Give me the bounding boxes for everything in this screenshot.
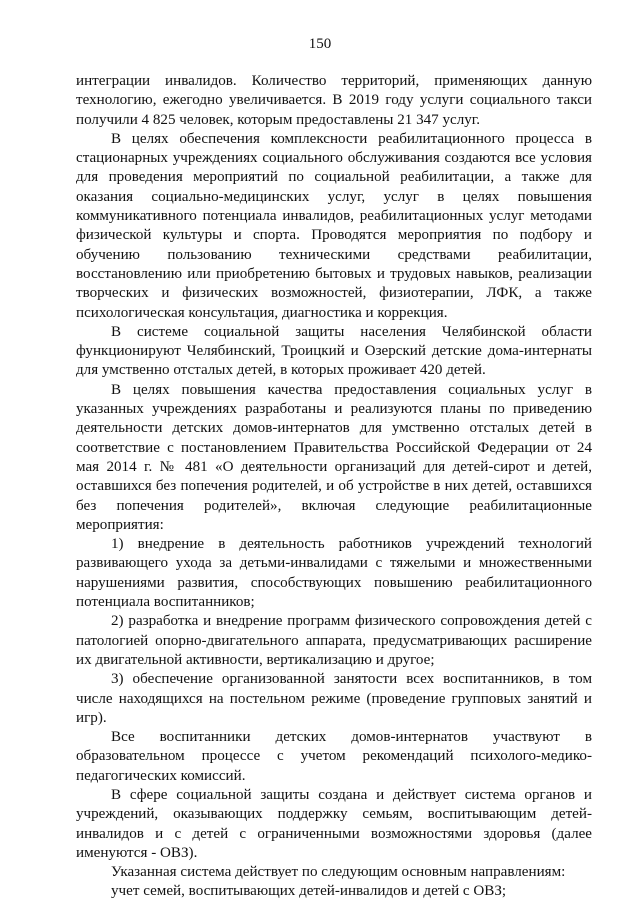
paragraph: интеграции инвалидов. Количество территорий, применяющих данную технологию, ежегодно увеличивается. В 2019 году услуги социального такси получили 4 825 человек, которым предоставлены 21 347 услуг. (76, 73, 592, 128)
list-item: 2) разработка и внедрение программ физического сопровождения детей с патологией опорно-двигательного аппарата, предусматривающих расширение их двигательной активности, вертикализацию и другое; (76, 613, 592, 668)
paragraph: Все воспитанники детских домов-интернатов участвуют в образовательном процессе с учетом рекомендаций психолого-медико-педагогических комиссий. (76, 729, 592, 784)
paragraph: В сфере социальной защиты создана и действует система органов и учреждений, оказывающих поддержку семьям, воспитывающим детей-инвалидов и с детей с ограниченными возможностями здоровья (далее именуются - ОВЗ). (76, 786, 592, 861)
list-item: 3) обеспечение организованной занятости всех воспитанников, в том числе находящихся на постельном режиме (проведение групповых занятий и игр). (76, 671, 592, 726)
paragraph: учет семей, воспитывающих детей-инвалидов и детей с ОВЗ; (111, 883, 507, 900)
paragraph: В целях обеспечения комплексности реабилитационного процесса в стационарных учреждениях социального обслуживания создаются все условия для проведения мероприятий по социальной реабилитации, а также для оказания социально-медицинских услуг, услуг в целях повышения коммуникативного потенциала инвалидов, реабилитационных услуг методами физической культуры и спорта. Проводятся мероприятия по подбору и обучению пользованию техническими средствами реабилитации, восстановлению или приобретению бытовых и трудовых навыков, реализации творческих и физических возможностей, физиотерапии, ЛФК, а также психологическая консультация, диагностика и коррекция. (76, 130, 592, 321)
paragraph: Указанная система действует по следующим основным направлениям: (111, 864, 566, 881)
document-body (76, 72, 592, 902)
paragraph: В целях повышения качества предоставления социальных услуг в указанных учреждениях разработаны и реализуются планы по приведению деятельности детских домов-интернатов для умственно отсталых детей в соответствие с постановлением Правительства Российской Федерации от 24 мая 2014 г. № 481 «О деятельности организаций для детей-сирот и детей, оставшихся без попечения родителей, и об устройстве в них детей, оставшихся без попечения родителей», включая следующие реабилитационные мероприятия: (76, 381, 592, 533)
paragraph: В системе социальной защиты населения Челябинской области функционируют Челябинский, Троицкий и Озерский детские дома-интернаты для умственно отсталых детей, в которых проживает 420 детей. (76, 323, 592, 379)
page-number: 150 (308, 36, 332, 52)
list-item: 1) внедрение в деятельность работников учреждений технологий развивающего ухода за детьми-инвалидами с тяжелыми и множественными нарушениями развития, способствующих повышению реабилитационного потенциала воспитанников; (76, 536, 592, 611)
